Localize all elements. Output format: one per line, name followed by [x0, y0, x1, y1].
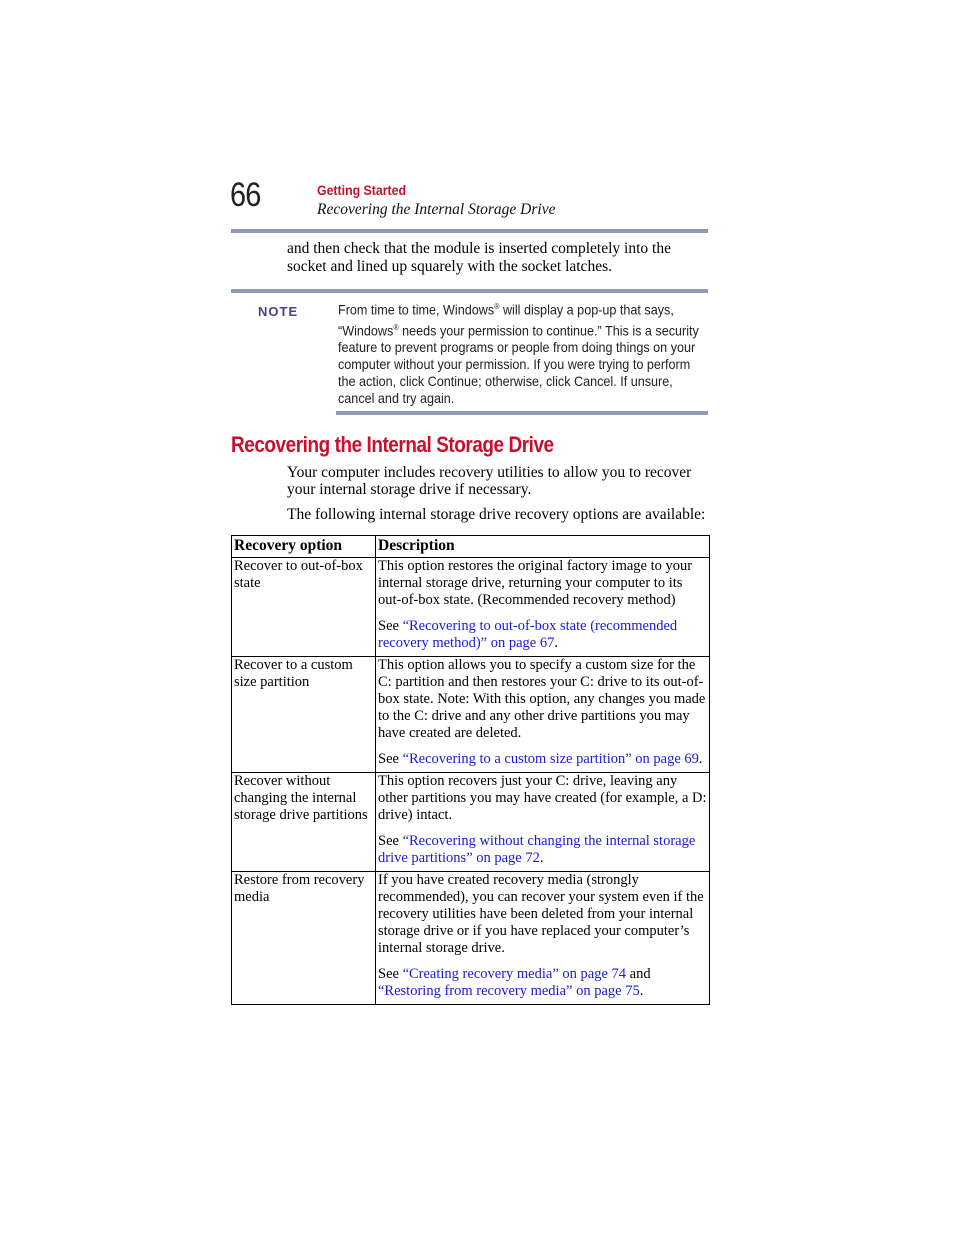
see-reference: [378, 618, 707, 652]
section-heading: Recovering the Internal Storage Drive: [231, 432, 554, 457]
registered-mark: ®: [494, 302, 500, 311]
options-intro-paragraph: The following internal storage drive recovery options are available:: [287, 506, 706, 523]
see-prefix: See: [378, 833, 403, 849]
recovery-option-cell: Recover to a custom size partition: [232, 657, 376, 773]
see-reference: [378, 751, 707, 768]
table-header-row: [232, 536, 710, 558]
see-prefix: See: [378, 751, 403, 767]
description-cell: [376, 558, 710, 657]
cross-reference-link[interactable]: “Recovering to a custom size partition” on page 69: [402, 751, 699, 767]
see-mid: and: [626, 966, 651, 982]
recovery-option-cell: Recover without changing the internal storage drive partitions: [232, 773, 376, 872]
recovery-option-cell: Restore from recovery media: [232, 872, 376, 1005]
note-text-part1: From time to time, Windows: [338, 301, 495, 318]
see-reference: [378, 833, 707, 867]
cross-reference-link[interactable]: “Restoring from recovery media” on page 75: [378, 983, 640, 999]
description-text: This option allows you to specify a custom size for the C: partition and then restores your C: drive to its out-of-box state. Note: With this option, any changes you made to the C: drive and any other drive partitions you may have created are deleted.: [378, 657, 706, 741]
running-header-section: Getting Started: [317, 182, 406, 198]
note-text: [338, 298, 710, 407]
see-suffix: .: [539, 850, 544, 866]
cross-reference-link[interactable]: “Creating recovery media” on page 74: [402, 966, 627, 982]
description-cell: [376, 773, 710, 872]
continuation-paragraph: and then check that the module is inserted completely into the socket and lined up squarely with the socket latches.: [287, 240, 671, 275]
column-header-option: Recovery option: [232, 536, 376, 558]
cross-reference-link[interactable]: “Recovering without changing the internal storage drive partitions” on page 72: [378, 833, 696, 866]
intro-paragraph: Your computer includes recovery utilities to allow you to recover your internal storage drive if necessary.: [287, 464, 692, 498]
cross-reference-link[interactable]: “Recovering to out-of-box state (recommended recovery method)” on page 67: [378, 618, 678, 651]
table-row: [232, 872, 710, 1005]
note-top-divider: [231, 289, 708, 293]
column-header-description: Description: [376, 536, 710, 558]
note-text-part3: needs your permission to continue.” This is a security feature to prevent programs or people from doing things on your computer without your permission. If you were trying to perform the action, click Continue; otherwise, click Cancel. If unsure, cancel and try again.: [338, 322, 699, 407]
see-suffix: .: [698, 751, 703, 767]
description-cell: [376, 657, 710, 773]
note-badge: NOTE: [258, 304, 299, 319]
page-number: 66: [230, 176, 261, 214]
see-reference: [378, 966, 707, 1000]
see-suffix: .: [554, 635, 558, 651]
description-text: If you have created recovery media (strongly recommended), you can recover your system even if the recovery utilities have been deleted from your internal storage drive or if you have replaced your computer’s internal storage drive.: [378, 872, 704, 956]
table-row: [232, 657, 710, 773]
description-text: This option recovers just your C: drive, leaving any other partitions you may have created (for example, a D: drive) intact.: [378, 773, 707, 823]
note-text-part2: will display a pop-up that says, “Windows: [338, 301, 674, 339]
description-text: This option restores the original factory image to your internal storage drive, returning your computer to its out-of-box state. (Recommended recovery method): [378, 558, 693, 608]
recovery-options-table: [231, 535, 710, 1005]
see-prefix: See: [378, 966, 403, 982]
table-row: [232, 773, 710, 872]
see-prefix: See: [378, 618, 403, 634]
table-row: [232, 558, 710, 657]
recovery-option-cell: Recover to out-of-box state: [232, 558, 376, 657]
description-cell: [376, 872, 710, 1005]
running-header-subsection: Recovering the Internal Storage Drive: [317, 201, 556, 218]
header-divider: [231, 229, 708, 233]
see-suffix: .: [639, 983, 644, 999]
note-bottom-divider: [336, 411, 708, 415]
registered-mark: ®: [393, 322, 399, 332]
